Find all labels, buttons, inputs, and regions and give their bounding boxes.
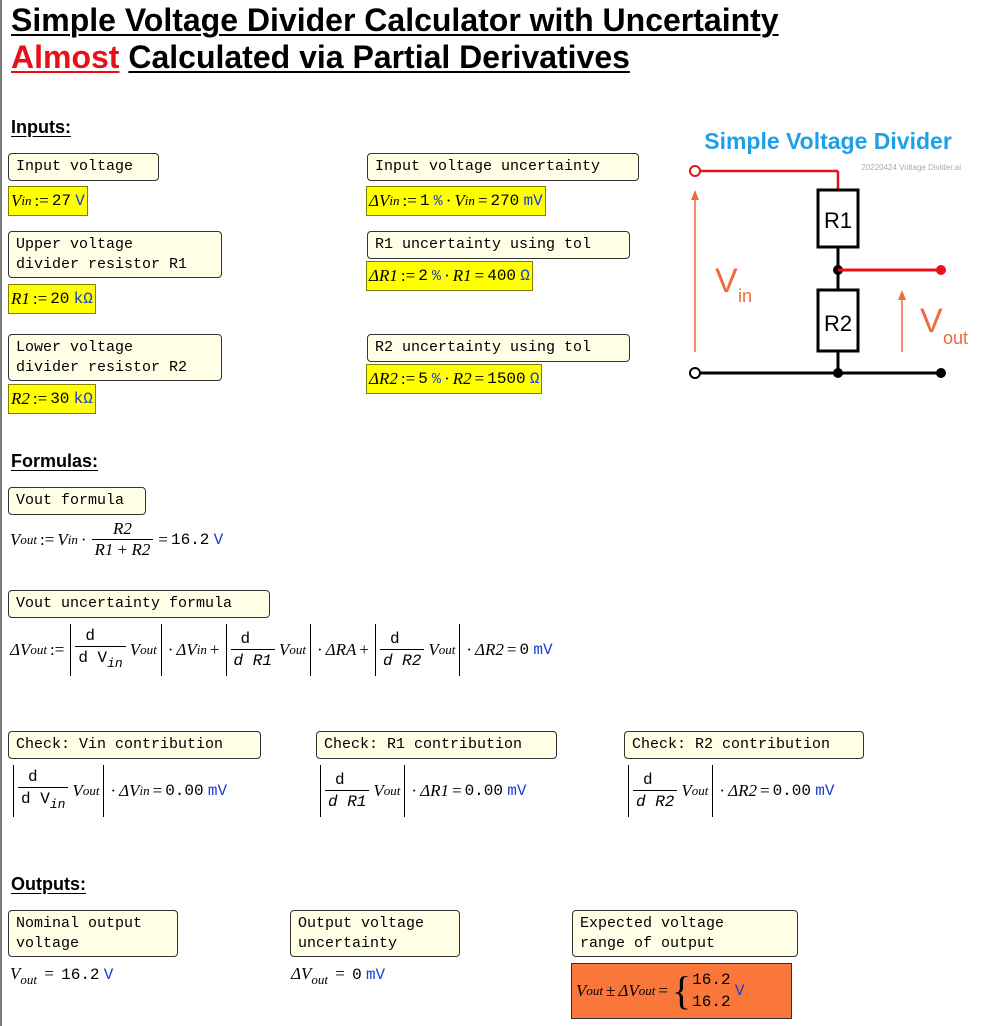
note-check-r2[interactable]: Check: R2 contribution — [624, 731, 864, 759]
vin-label-sub: in — [738, 286, 753, 306]
range-upper: 16.2 — [692, 971, 731, 989]
diagram-title: Simple Voltage Divider — [704, 128, 952, 154]
output-range-result[interactable]: V out ± ΔV out = { 16.2 16.2 V — [571, 963, 792, 1019]
check-vin-expression[interactable]: d d $V_{in}$ V out · ΔV in = 0.00 mV — [10, 765, 227, 817]
range-lower: 16.2 — [692, 993, 731, 1011]
check-r2-expression[interactable]: d d R2 V out · ΔR2 = 0.00 mV — [625, 765, 834, 817]
vout-ground-terminal — [936, 368, 946, 378]
vout-formula[interactable]: V out := V in · $\frac{R2}{R1 + R2}$ = 16.2 V — [10, 519, 224, 559]
dr2-definition[interactable]: ΔR2 := 5 % · R2 = 1500 Ω — [366, 364, 542, 394]
note-output-uncertainty[interactable]: Output voltage uncertainty — [290, 910, 460, 957]
dvout-result[interactable]: $\Delta V_{out} = 0$ mV — [291, 964, 386, 987]
r1-label: R1 — [823, 208, 853, 233]
vin-arrow-head — [691, 190, 699, 200]
worksheet-left-border — [0, 0, 2, 1026]
note-vout-uncertainty-formula[interactable]: Vout uncertainty formula — [8, 590, 270, 618]
title-line-2-rest: Calculated via Partial Derivatives — [128, 39, 630, 75]
bottom-node — [833, 368, 843, 378]
voltage-divider-diagram — [680, 120, 980, 390]
note-r2-uncertainty[interactable]: R2 uncertainty using tol — [367, 334, 630, 362]
note-expected-range[interactable]: Expected voltage range of output — [572, 910, 798, 957]
vout-result[interactable]: $V_{out} = 16.2$ V — [10, 964, 114, 987]
dvin-definition[interactable]: ΔV in := 1 % · V in = 270 mV — [366, 186, 546, 216]
formulas-heading: Formulas: — [11, 451, 99, 471]
vin-label: V — [715, 262, 738, 300]
range-brace: { — [671, 968, 692, 1013]
vin-definition[interactable]: V in := 27 V — [8, 186, 88, 216]
title-line-2 — [11, 39, 630, 75]
diagram-watermark: 20220424 Voltage Divider.ai — [861, 163, 961, 172]
note-input-voltage[interactable]: Input voltage — [8, 153, 159, 181]
dr1-definition[interactable]: ΔR1 := 2 % · R1 = 400 Ω — [366, 261, 533, 291]
vout-arrow-head — [898, 290, 906, 300]
note-r1-uncertainty[interactable]: R1 uncertainty using tol — [367, 231, 630, 259]
vin-bottom-terminal — [690, 368, 700, 378]
note-check-vin[interactable]: Check: Vin contribution — [8, 731, 261, 759]
r2-label: R2 — [823, 311, 853, 336]
note-vout-formula[interactable]: Vout formula — [8, 487, 146, 515]
title-almost: Almost — [11, 39, 120, 75]
r1-definition[interactable]: R1 := 20 kΩ — [8, 284, 96, 314]
note-input-voltage-uncertainty[interactable]: Input voltage uncertainty — [367, 153, 639, 181]
vout-label: V — [920, 302, 943, 340]
r2-definition[interactable]: R2 := 30 kΩ — [8, 384, 96, 414]
vout-label-sub: out — [943, 328, 969, 348]
inputs-heading: Inputs: — [11, 117, 71, 137]
note-check-r1[interactable]: Check: R1 contribution — [316, 731, 557, 759]
outputs-heading: Outputs: — [11, 874, 86, 894]
vout-terminal — [936, 265, 946, 275]
title-line-1: Simple Voltage Divider Calculator with Uncertainty — [11, 2, 779, 38]
note-lower-resistor[interactable]: Lower voltage divider resistor R2 — [8, 334, 222, 381]
dvout-formula[interactable]: ΔV out := d d $V_{in}$ V out · ΔV in + d d R1 V out · ΔRA + d d R2 V out · ΔR2 = 0 mV — [10, 624, 553, 676]
note-nominal-output[interactable]: Nominal output voltage — [8, 910, 178, 957]
note-upper-resistor[interactable]: Upper voltage divider resistor R1 — [8, 231, 222, 278]
check-r1-expression[interactable]: d d R1 V out · ΔR1 = 0.00 mV — [317, 765, 526, 817]
vin-top-terminal — [690, 166, 700, 176]
